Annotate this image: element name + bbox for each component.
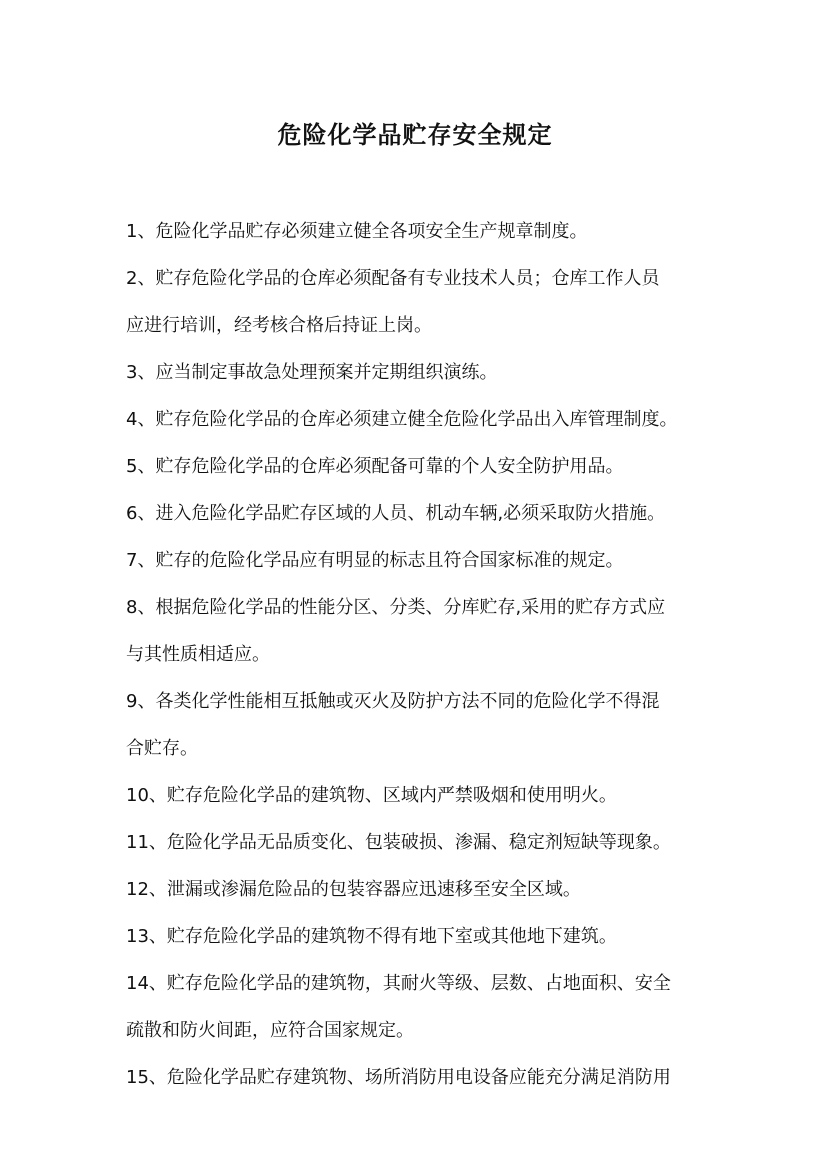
rule-text-line: 15、危险化学品贮存建筑物、场所消防用电设备应能充分满足消防用 — [126, 1067, 671, 1088]
rule-item — [126, 497, 726, 531]
rule-item — [126, 685, 726, 766]
rule-item — [126, 450, 726, 484]
rule-item — [126, 1061, 726, 1095]
rule-text-line: 与其性质相适应。 — [126, 644, 270, 665]
rule-text-line: 11、危险化学品无品质变化、包装破损、渗漏、稳定剂短缺等现象。 — [126, 832, 671, 853]
rule-text-line: 1、危险化学品贮存必须建立健全各项安全生产规章制度。 — [126, 221, 588, 242]
rule-text-line: 3、应当制定事故急处理预案并定期组织演练。 — [126, 362, 498, 383]
rule-text-line: 14、贮存危险化学品的建筑物，其耐火等级、层数、占地面积、安全 — [126, 973, 671, 994]
document-title: 危险化学品贮存安全规定 — [277, 121, 553, 149]
rule-item — [126, 356, 726, 390]
rule-text-line: 7、贮存的危险化学品应有明显的标志且符合国家标准的规定。 — [126, 550, 624, 571]
rule-item — [126, 873, 726, 907]
rule-text-line: 4、贮存危险化学品的仓库必须建立健全危险化学品出入库管理制度。 — [126, 409, 678, 430]
rule-text-line: 疏散和防火间距，应符合国家规定。 — [126, 1020, 414, 1041]
rule-text-line: 13、贮存危险化学品的建筑物不得有地下室或其他地下建筑。 — [126, 926, 617, 947]
rule-item — [126, 779, 726, 813]
rule-item — [126, 403, 726, 437]
rule-text-line: 12、泄漏或渗漏危险品的包装容器应迅速移至安全区域。 — [126, 879, 581, 900]
rule-text-line: 5、贮存危险化学品的仓库必须配备可靠的个人安全防护用品。 — [126, 456, 624, 477]
rule-item — [126, 920, 726, 954]
rule-text-line: 2、贮存危险化学品的仓库必须配备有专业技术人员；仓库工作人员 — [126, 268, 660, 289]
rule-text-line: 8、根据危险化学品的性能分区、分类、分库贮存,采用的贮存方式应 — [126, 597, 666, 618]
rule-item — [126, 544, 726, 578]
rule-item — [126, 591, 726, 672]
rule-text-line: 9、各类化学性能相互抵触或灭火及防护方法不同的危险化学不得混 — [126, 691, 660, 712]
rules-list — [126, 215, 726, 1108]
rule-text-line: 应进行培训，经考核合格后持证上岗。 — [126, 315, 432, 336]
rule-item — [126, 967, 726, 1048]
rule-text-line: 6、进入危险化学品贮存区域的人员、机动车辆,必须采取防火措施。 — [126, 503, 666, 524]
rule-item — [126, 826, 726, 860]
rule-item — [126, 262, 726, 343]
rule-text-line: 10、贮存危险化学品的建筑物、区域内严禁吸烟和使用明火。 — [126, 785, 617, 806]
rule-text-line: 合贮存。 — [126, 738, 198, 759]
rule-item — [126, 215, 726, 249]
